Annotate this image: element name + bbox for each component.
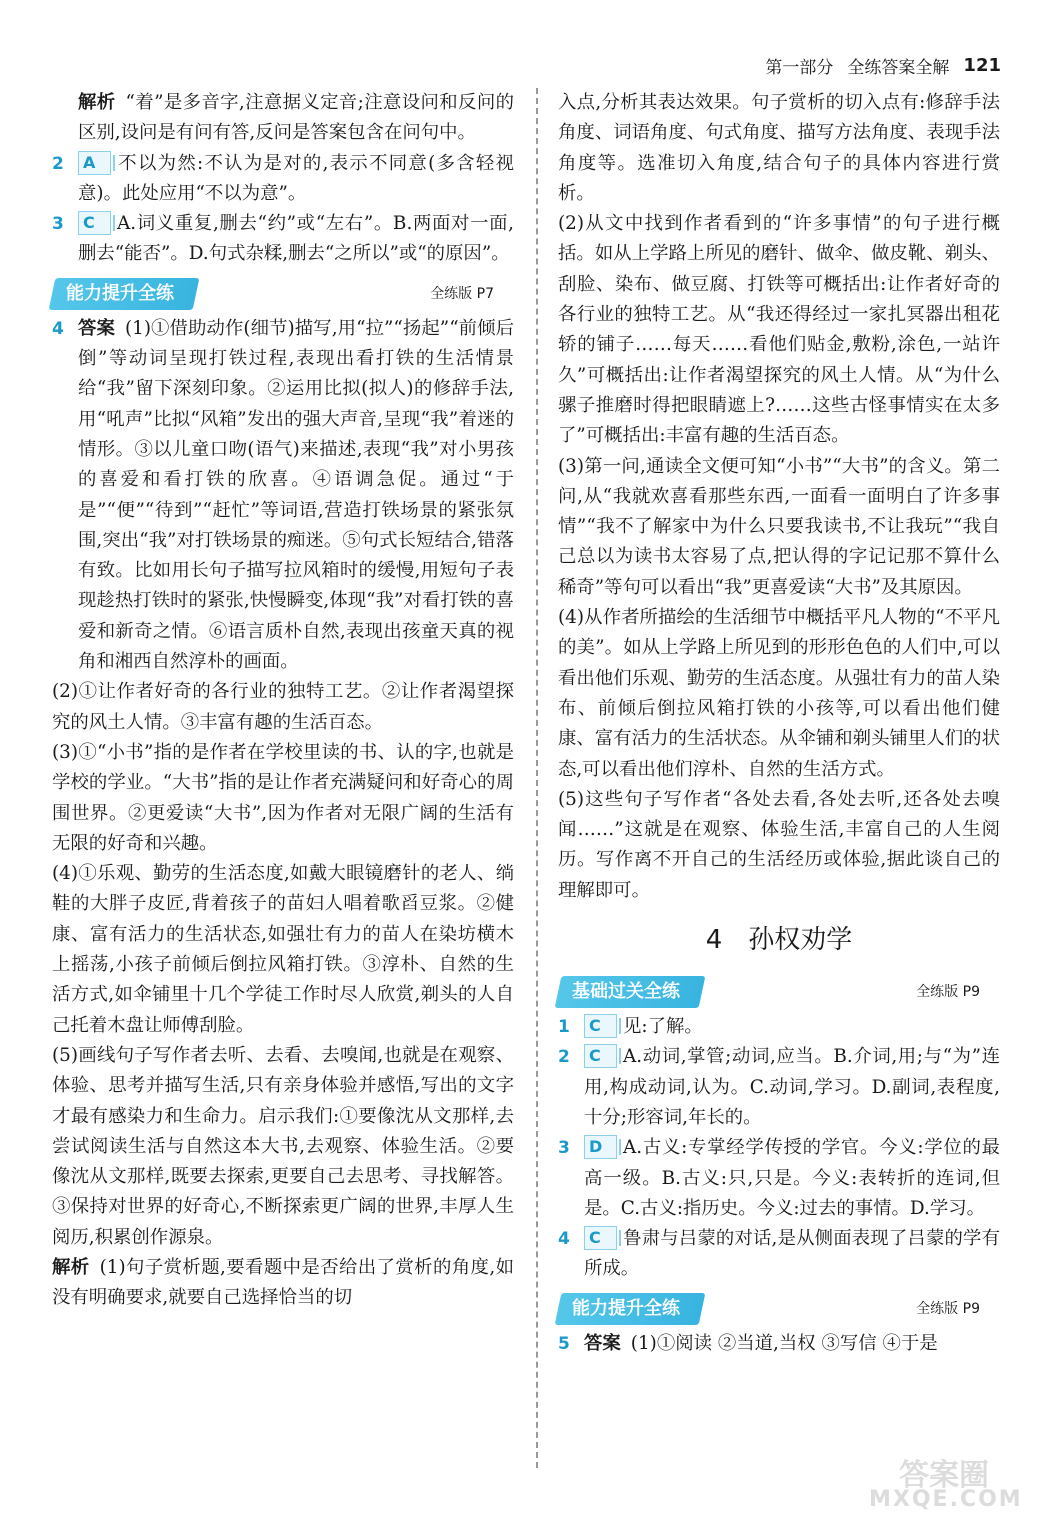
- answer-badge: D: [584, 1135, 617, 1159]
- answer-part-2: (2)①让作者好奇的各行业的独特工艺。②让作者渴望探究的风土人情。③丰富有趣的生活百态。: [52, 681, 514, 733]
- question-text: A.词义重复,删去“约”或“左右”。B.两面对一面,删去“能否”。D.句式杂糅,删去“之所以”或“的原因”。: [78, 213, 514, 265]
- analysis-part-3: (3)第一问,通读全文便可知“小书”“大书”的含义。第二问,从“我就欢喜看那些东西,一面看一面明白了许多事情”“我不了解家中为什么只要我读书,不让我玩”“我自己总以为读书太容易了点,把认得的字记记那不算什么稀奇”等句可以看出“我”更喜爱读“大书”及其原因。: [558, 455, 1000, 598]
- banner-reference: 全练版 P9: [916, 1300, 980, 1317]
- question-number: 1: [558, 1017, 570, 1038]
- question-4: [52, 314, 514, 678]
- answer-badge: A: [78, 151, 111, 175]
- analysis-part-4: (4)从作者所描绘的生活细节中概括平凡人物的“不平凡的美”。如从上学路上所见到的形形色色的人们中,可以看出他们乐观、勤劳的生活态度。从强壮有力的苗人染布、前倾后倒拉风箱打铁的小孩等,可以看出他们健康、富有活力的生活状态。从伞铺和剃头铺里人们的状态,可以看出他们淳朴、自然的生活方式。: [558, 607, 1000, 780]
- lesson-question-5: [558, 1329, 1000, 1359]
- watermark-line-1: 答案圈: [899, 1458, 989, 1493]
- lesson-question-3: [558, 1133, 1000, 1224]
- question-text: 见:了解。: [623, 1016, 703, 1038]
- answer-badge: C: [584, 1044, 617, 1068]
- question-number: 2: [52, 153, 64, 174]
- header-section: 全练答案全解: [847, 57, 950, 78]
- question-text: (1)①阅读 ②当道,当权 ③写信 ④于是: [630, 1332, 938, 1354]
- left-column: [52, 88, 514, 1314]
- analysis-text: “着”是多音字,注意据义定音;注意设问和反问的区别,设问是有问有答,反问是答案包含在问句中。: [78, 92, 514, 144]
- analysis-label: 解析: [52, 1256, 90, 1278]
- analysis-intro: [52, 88, 514, 149]
- column-divider: [536, 88, 538, 1468]
- section-banner-ability-2: [558, 1293, 1000, 1325]
- banner-text: 能力提升全练: [572, 1297, 680, 1319]
- header-part: 第一部分: [765, 57, 834, 78]
- answer-part-5: (5)画线句子写作者去听、去看、去嗅闻,也就是在观察、体验、思考并描写生活,只有亲身体验并感悟,写出的文字才最有感染力和生命力。启示我们:①要像沈从文那样,去尝试阅读生活与自然这本大书,去观察、体验生活。②要像沈从文那样,既要去探索,更要自己去思考、寻找解答。③保持对世界的好奇心,不断探索更广阔的世界,丰厚人生阅历,积累创作源泉。: [52, 1044, 514, 1248]
- analysis-part-2: (2)从文中找到作者看到的“许多事情”的句子进行概括。如从上学路上所见的磨针、做伞、做皮靴、剃头、刮脸、染布、做豆腐、打铁等可概括出:让作者好奇的各行业的独特工艺。从“我还得经过一家扎冥器出租花轿的铺子……每天……看他们贴金,敷粉,涂色,一站许久”可概括出:让作者渴望探究的风土人情。从“为什么骡子推磨时得把眼睛遮上?……这些古怪事情实在太多了”可概括出:丰富有趣的生活百态。: [558, 213, 1000, 447]
- lesson-question-4: [558, 1224, 1000, 1285]
- question-number: 4: [558, 1229, 570, 1250]
- answer-part-1: [78, 314, 514, 678]
- analysis-continued: 入点,分析其表达效果。句子赏析的切入点有:修辞手法角度、词语角度、句式角度、描写方法角度、表现手法角度等。选准切入角度,结合句子的具体内容进行赏析。: [558, 92, 1000, 204]
- question-number: 5: [558, 1333, 570, 1354]
- question-number: 4: [52, 318, 64, 339]
- banner-reference: 全练版 P7: [430, 285, 494, 302]
- watermark-line-2: MXQE.COM: [869, 1487, 1023, 1512]
- watermark-logo: [869, 1458, 1023, 1520]
- question-number: 2: [558, 1047, 570, 1068]
- question-text: A.古义:专掌经学传授的学官。今义:学位的最高一级。B.古义:只,只是。今义:表转折的连词,但是。C.古义:指历史。今义:过去的事情。D.学习。: [584, 1137, 1000, 1219]
- analysis-start: [52, 1253, 514, 1314]
- page-number: 121: [963, 54, 1001, 76]
- lesson-number: 4: [705, 925, 723, 956]
- answer-part-3: (3)①“小书”指的是作者在学校里读的书、认的字,也就是学校的学业。“大书”指的是让作者充满疑问和好奇心的周围世界。②更爱读“大书”,因为作者对无限广阔的生活有无限的好奇和兴趣。: [52, 741, 514, 854]
- section-banner-ability: [52, 278, 514, 310]
- answer-badge: C: [584, 1014, 617, 1038]
- page-header: [765, 50, 1001, 80]
- banner-text: 基础过关全练: [572, 981, 680, 1003]
- question-text: 鲁肃与吕蒙的对话,是从侧面表现了吕蒙的学有所成。: [584, 1228, 1000, 1280]
- question-text: 不以为然:不认为是对的,表示不同意(多含轻视意)。此处应用“不以为意”。: [78, 152, 514, 204]
- analysis-label: 解析: [78, 92, 116, 113]
- analysis-part-5: (5)这些句子写作者“各处去看,各处去听,还各处去嗅闻……”这就是在观察、体验生活,丰富自己的人生阅历。写作离不开自己的生活经历或体验,据此谈自己的理解即可。: [558, 788, 1000, 901]
- banner-reference: 全练版 P9: [916, 983, 980, 1000]
- question-2: [52, 149, 514, 210]
- banner-label: [555, 976, 706, 1008]
- answer-label: 答案: [584, 1332, 621, 1354]
- lesson-name: 孙权劝学: [748, 925, 853, 956]
- answer-part-4: (4)①乐观、勤劳的生活态度,如戴大眼镜磨针的老人、绱鞋的大胖子皮匠,背着孩子的苗妇人唱着歌舀豆浆。②健康、富有活力的生活状态,如强壮有力的苗人在染坊横木上摇荡,小孩子前倾后倒拉风箱打铁。③淳朴、自然的生活方式,如伞铺里十几个学徒工作时尽人欣赏,剃头的人自己托着木盘让师傅刮脸。: [52, 863, 514, 1036]
- answer-label: 答案: [78, 317, 115, 339]
- question-number: 3: [558, 1138, 570, 1159]
- answer-badge: C: [584, 1226, 617, 1250]
- question-number: 3: [52, 214, 64, 235]
- question-3: [52, 209, 514, 270]
- analysis-text: (1)句子赏析题,要看题中是否给出了赏析的角度,如没有明确要求,就要自己选择恰当的切: [52, 1256, 514, 1309]
- lesson-question-1: [558, 1012, 1000, 1042]
- right-column: [558, 88, 1000, 1359]
- banner-label: [555, 1293, 706, 1325]
- answer-text: (1)①借助动作(细节)描写,用“拉”“扬起”“前倾后倒”等动词呈现打铁过程,表现出看打铁的生活情景给“我”留下深刻印象。②运用比拟(拟人)的修辞手法,用“吼声”比拟“风箱”发出的强大声音,呈现“我”着迷的情形。③以儿童口吻(语气)来描述,表现“我”对小男孩的喜爱和看打铁的欣喜。④语调急促。通过“于是”“便”“待到”“赶忙”等词语,营造打铁场景的紧张氛围,突出“我”对打铁场景的痴迷。⑤句式长短结合,错落有致。比如用长句子描写拉风箱时的缓慢,用短句子表现趁热打铁时的紧张,快慢瞬变,体现“我”对看打铁的喜爱和新奇之情。⑥语言质朴自然,表现出孩童天真的视角和湘西自然淳朴的画面。: [78, 317, 514, 673]
- answer-badge: C: [78, 211, 111, 235]
- question-text: A.动词,掌管;动词,应当。B.介词,用;与“为”连用,构成动词,认为。C.动词,学习。D.副词,表程度,十分;形容词,年长的。: [584, 1046, 1000, 1128]
- banner-text: 能力提升全练: [66, 282, 174, 304]
- lesson-question-2: [558, 1042, 1000, 1133]
- banner-label: [49, 278, 200, 310]
- section-banner-basic: [558, 976, 1000, 1008]
- lesson-title: [558, 912, 1000, 968]
